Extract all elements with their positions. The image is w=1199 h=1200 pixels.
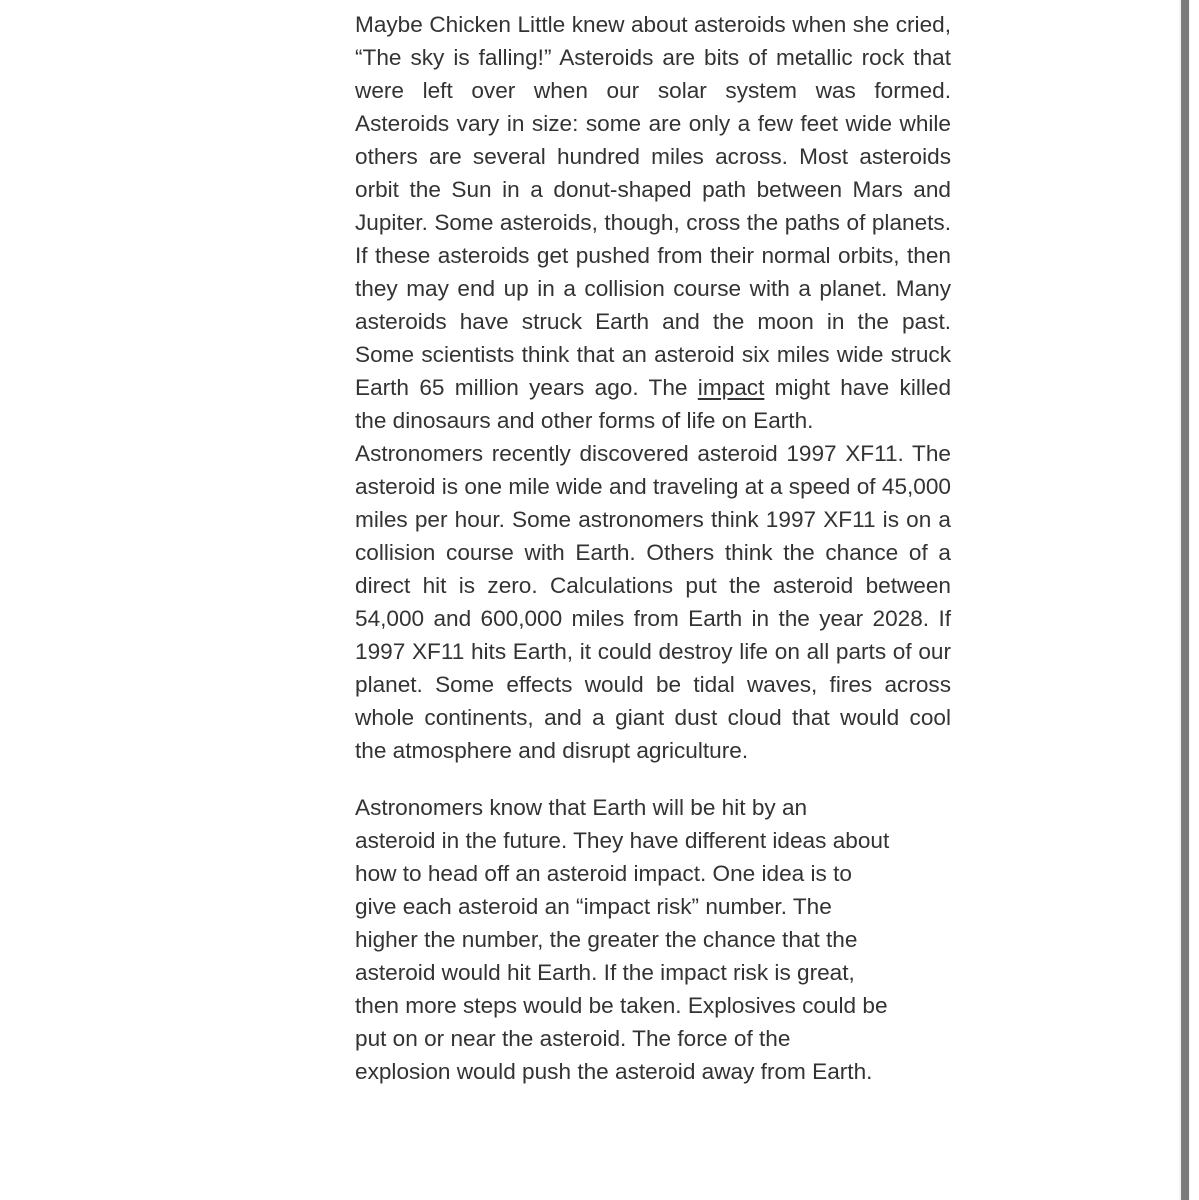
text-line: how to head off an asteroid impact. One idea is to xyxy=(355,861,852,886)
paragraph-chicken-little xyxy=(355,8,951,437)
text-line: give each asteroid an “impact risk” number. The xyxy=(355,894,832,919)
text-line: put on or near the asteroid. The force of the xyxy=(355,1026,791,1051)
document-page xyxy=(355,8,951,1088)
text-line: higher the number, the greater the chance that the xyxy=(355,927,858,952)
text-line: asteroid in the future. They have different ideas about xyxy=(355,828,890,853)
underlined-word-impact: impact xyxy=(697,375,765,400)
text-line: Astronomers know that Earth will be hit by an xyxy=(355,795,808,820)
paragraph-impact-risk xyxy=(355,791,951,1088)
text-line: asteroid would hit Earth. If the impact risk is great, xyxy=(355,960,855,985)
paragraph-1997-xf11: Astronomers recently discovered asteroid 1997 XF11. The asteroid is one mile wide and traveling at a speed of 45,000 miles per hour. Some astronomers think 1997 XF11 is on a collision course with Earth. Others think the chance of a direct hit is zero. Calculations put the asteroid between 54,000 and 600,000 miles from Earth in the year 2028. If 1997 XF11 hits Earth, it could destroy life on all parts of our planet. Some effects would be tidal waves, fires across whole continents, and a giant dust cloud that would cool the atmosphere and disrupt agriculture. xyxy=(355,441,951,763)
text-line: then more steps would be taken. Explosives could be xyxy=(355,993,888,1018)
scrollbar-thumb[interactable] xyxy=(1181,0,1189,1200)
text-segment: might have killed the dinosaurs and other forms of life on Earth. xyxy=(355,375,952,433)
text-line: explosion would push the asteroid away from Earth. xyxy=(355,1059,873,1084)
text-segment: Maybe Chicken Little knew about asteroids when she cried, “The sky is falling!” Asteroids are bits of metallic rock that were left over when our solar system was formed. Asteroids vary in size: some are only a few feet wide while others are several hundred miles across. Most asteroids orbit the Sun in a donut-shaped path between Mars and Jupiter. Some asteroids, though, cross the paths of planets. If these asteroids get pushed from their normal orbits, then they may end up in a collision course with a planet. Many asteroids have struck Earth and the moon in the past. Some scientists think that an asteroid six miles wide struck Earth 65 million years ago. The xyxy=(355,12,951,400)
